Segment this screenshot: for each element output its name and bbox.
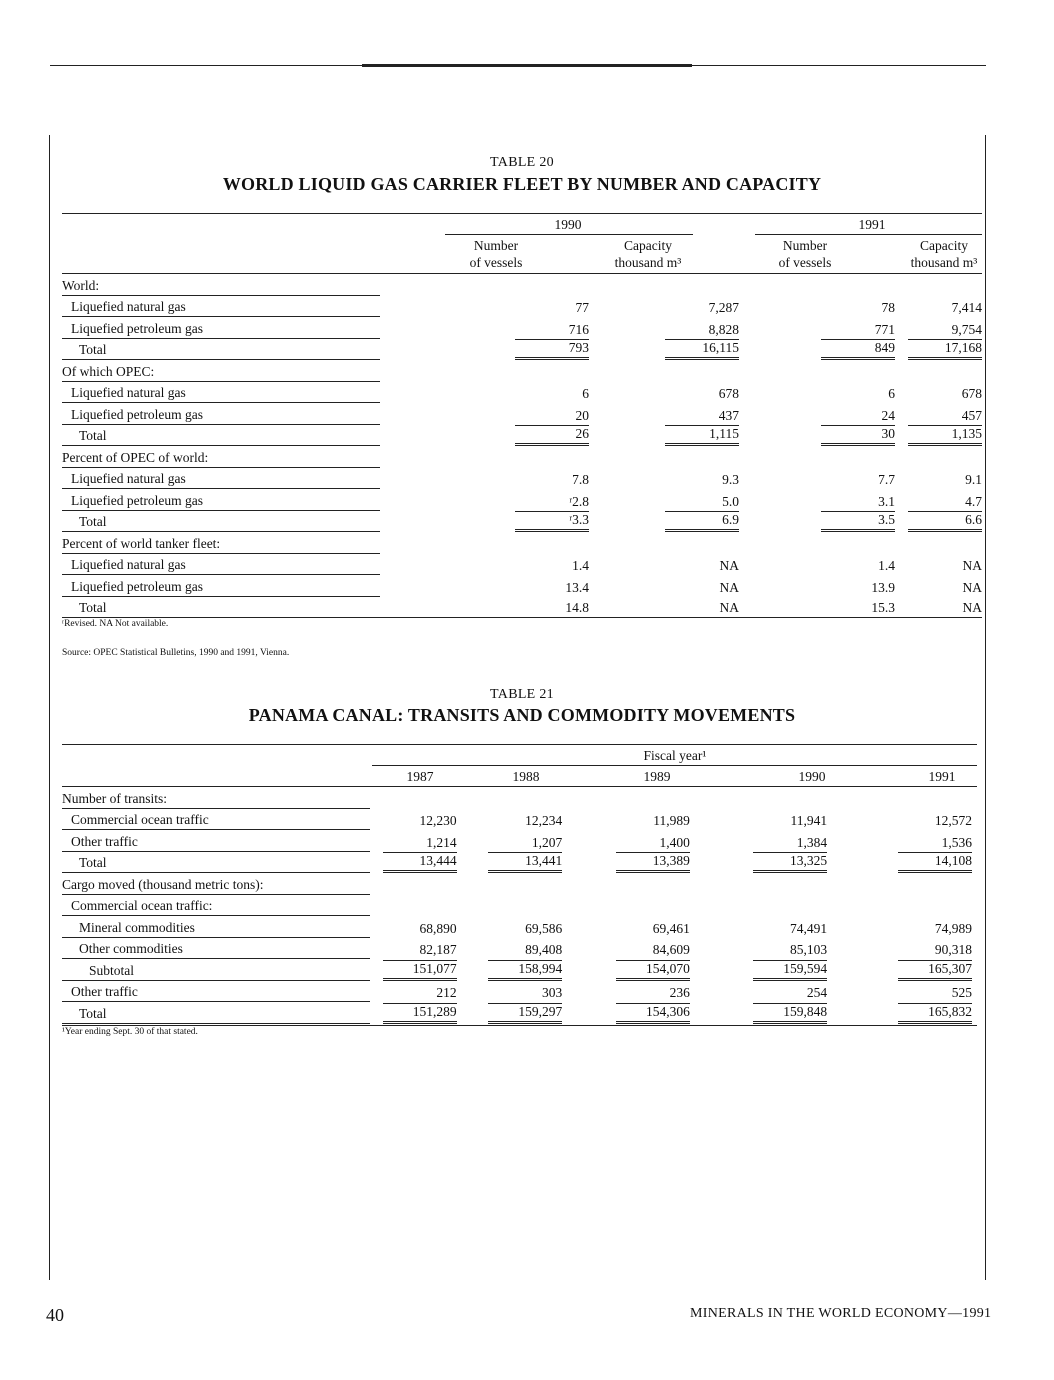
table-cell: 254 bbox=[806, 985, 828, 1000]
table-cell: 159,297 bbox=[488, 1003, 562, 1024]
page-number: 40 bbox=[46, 1305, 64, 1325]
row-label: Other traffic bbox=[62, 984, 370, 1002]
table21-year-1988: 1988 bbox=[512, 769, 540, 784]
table-row bbox=[62, 809, 972, 831]
table-cell: 13,389 bbox=[616, 852, 690, 873]
table-cell: 13.4 bbox=[565, 579, 589, 595]
row-label: Liquefied natural gas bbox=[62, 557, 380, 575]
table-cell: 771 bbox=[874, 321, 895, 337]
table-row bbox=[62, 938, 972, 960]
table-cell: 89,408 bbox=[525, 942, 563, 957]
table-row bbox=[62, 425, 982, 447]
table-cell: 12,572 bbox=[934, 813, 972, 828]
table-row bbox=[62, 317, 982, 339]
table-row bbox=[62, 489, 982, 511]
table-cell: 236 bbox=[669, 985, 690, 1000]
table20-number: TABLE 20 bbox=[490, 155, 554, 170]
table-row bbox=[62, 1002, 972, 1024]
table-row bbox=[62, 959, 972, 981]
table20-top-rule bbox=[62, 213, 982, 214]
row-label: Liquefied petroleum gas bbox=[62, 321, 380, 339]
row-label: Total bbox=[62, 600, 380, 618]
table-cell: ʳ3.3 bbox=[515, 511, 589, 532]
table-row bbox=[62, 468, 982, 490]
table20-col-number-1990: Number of vessels bbox=[469, 238, 523, 270]
table-cell: 78 bbox=[881, 300, 895, 315]
table-cell: 82,187 bbox=[419, 942, 457, 957]
table-cell: 90,318 bbox=[934, 942, 972, 957]
table-cell: 7,287 bbox=[708, 300, 739, 315]
table-cell: 85,103 bbox=[789, 942, 828, 957]
table-cell: 716 bbox=[568, 321, 589, 337]
table21-group-header: Fiscal year¹ bbox=[643, 748, 707, 763]
table-row bbox=[62, 787, 972, 809]
table-cell: 26 bbox=[515, 425, 589, 446]
table20-col-number-1991: Number of vessels bbox=[778, 238, 832, 270]
table20-col-capacity-1990: Capacity thousand m³ bbox=[614, 238, 682, 270]
table-row bbox=[62, 403, 982, 425]
table20-year-1991-rule bbox=[755, 234, 982, 235]
table-cell: 6.9 bbox=[665, 511, 739, 532]
table20-footnote: ʳRevised. NA Not available. bbox=[62, 619, 169, 629]
row-label: Total bbox=[62, 342, 380, 360]
table-cell: ʳ2.8 bbox=[569, 493, 589, 509]
table-cell: 14.8 bbox=[515, 600, 589, 618]
row-label: Liquefied natural gas bbox=[62, 471, 380, 489]
table-cell: 1,135 bbox=[908, 425, 982, 446]
table-cell: 74,989 bbox=[934, 920, 972, 936]
row-label: Liquefied petroleum gas bbox=[62, 407, 380, 425]
table-row bbox=[62, 597, 982, 619]
table-cell: 154,070 bbox=[616, 960, 690, 981]
table20-title: WORLD LIQUID GAS CARRIER FLEET BY NUMBER AND CAPACITY bbox=[222, 174, 822, 194]
table-cell: 20 bbox=[575, 407, 589, 423]
row-label: Liquefied natural gas bbox=[62, 299, 380, 317]
row-label: Subtotal bbox=[62, 963, 370, 981]
row-label: Of which OPEC: bbox=[62, 364, 380, 382]
row-label: World: bbox=[62, 278, 380, 296]
row-label: Liquefied natural gas bbox=[62, 385, 380, 403]
table-row bbox=[62, 360, 982, 382]
table-row bbox=[62, 830, 972, 852]
table-cell: 1,214 bbox=[426, 834, 457, 850]
table-cell: 6 bbox=[582, 386, 589, 401]
table-row bbox=[62, 532, 982, 554]
row-label: Percent of world tanker fleet: bbox=[62, 536, 380, 554]
table-row bbox=[62, 511, 982, 533]
table-cell: 165,832 bbox=[898, 1003, 972, 1024]
row-label: Total bbox=[62, 428, 380, 446]
table-cell: 7.7 bbox=[878, 472, 895, 487]
table-cell: 11,989 bbox=[653, 813, 690, 828]
row-label: Commercial ocean traffic bbox=[62, 812, 370, 830]
table-cell: NA bbox=[719, 558, 739, 573]
table-cell: 793 bbox=[515, 339, 589, 360]
table-cell: 13.9 bbox=[871, 579, 895, 595]
table-row bbox=[62, 382, 982, 404]
table-row bbox=[62, 981, 972, 1003]
table-cell: 74,491 bbox=[789, 920, 828, 936]
table-cell: 159,594 bbox=[753, 960, 827, 981]
table-cell: 69,461 bbox=[652, 920, 690, 936]
table-cell: 151,289 bbox=[383, 1003, 457, 1024]
table-cell: 16,115 bbox=[665, 339, 739, 360]
table-cell: 457 bbox=[961, 407, 982, 423]
table21-body bbox=[62, 787, 972, 1024]
table-cell: 1,536 bbox=[941, 834, 972, 850]
top-rule-thick bbox=[362, 64, 692, 67]
table21-title: PANAMA CANAL: TRANSITS AND COMMODITY MOVEMENTS bbox=[248, 705, 796, 725]
table-cell: 11,941 bbox=[790, 813, 828, 828]
row-label: Other commodities bbox=[62, 941, 370, 959]
table21-year-1991: 1991 bbox=[928, 769, 956, 784]
table-cell: 678 bbox=[961, 386, 982, 401]
table-cell: 1,384 bbox=[796, 834, 828, 850]
table-cell: 8,828 bbox=[708, 321, 739, 337]
table-row bbox=[62, 339, 982, 361]
table-cell: 5.0 bbox=[722, 493, 739, 509]
table-cell: 7,414 bbox=[951, 300, 982, 315]
table-cell: 13,325 bbox=[753, 852, 827, 873]
table-cell: 165,307 bbox=[898, 960, 972, 981]
table-cell: 1.4 bbox=[878, 558, 895, 573]
table-cell: 13,441 bbox=[488, 852, 562, 873]
table20-year-1990: 1990 bbox=[554, 217, 582, 232]
table-cell: 849 bbox=[821, 339, 895, 360]
table-cell: 159,848 bbox=[753, 1003, 827, 1024]
table-cell: 69,586 bbox=[525, 920, 563, 936]
table20-year-1990-rule bbox=[445, 234, 693, 235]
table-cell: 678 bbox=[718, 386, 739, 401]
table-cell: 158,994 bbox=[488, 960, 562, 981]
table21-bottom-rule bbox=[62, 1025, 977, 1026]
table-cell: 6.6 bbox=[908, 511, 982, 532]
table-cell: 84,609 bbox=[652, 942, 690, 957]
table20-body bbox=[62, 274, 982, 618]
table-cell: 17,168 bbox=[908, 339, 982, 360]
row-label: Commercial ocean traffic: bbox=[62, 898, 370, 916]
table-cell: 437 bbox=[718, 407, 739, 423]
table-cell: NA bbox=[908, 600, 982, 618]
table-cell: NA bbox=[962, 579, 982, 595]
left-margin-rule bbox=[49, 135, 50, 1280]
running-title: MINERALS IN THE WORLD ECONOMY—1991 bbox=[690, 1306, 992, 1321]
row-label: Total bbox=[62, 514, 380, 532]
table-cell: NA bbox=[665, 600, 739, 618]
table20-col-capacity-1991: Capacity thousand m³ bbox=[910, 238, 978, 270]
table-row bbox=[62, 446, 982, 468]
table-cell: 1.4 bbox=[572, 558, 589, 573]
table-row bbox=[62, 274, 982, 296]
table-cell: 525 bbox=[951, 985, 972, 1000]
table-cell: 4.7 bbox=[965, 493, 982, 509]
table-cell: 24 bbox=[881, 407, 895, 423]
table-cell: 77 bbox=[575, 300, 589, 315]
table-cell: 12,234 bbox=[525, 813, 563, 828]
table-cell: 30 bbox=[821, 425, 895, 446]
table-row bbox=[62, 873, 972, 895]
table-cell: 6 bbox=[888, 386, 895, 401]
table-cell: 15.3 bbox=[821, 600, 895, 618]
table21-top-rule bbox=[62, 744, 977, 745]
table-cell: 303 bbox=[542, 985, 563, 1000]
table20-source: Source: OPEC Statistical Bulletins, 1990 and 1991, Vienna. bbox=[62, 648, 290, 658]
table-row bbox=[62, 916, 972, 938]
table20-year-1991: 1991 bbox=[858, 217, 886, 232]
row-label: Total bbox=[62, 1006, 370, 1024]
table-cell: 9.3 bbox=[722, 472, 739, 487]
table21-year-1989: 1989 bbox=[643, 769, 671, 784]
table-cell: NA bbox=[719, 579, 739, 595]
table-cell: 212 bbox=[436, 985, 457, 1000]
table-cell: 3.5 bbox=[821, 511, 895, 532]
row-label: Percent of OPEC of world: bbox=[62, 450, 380, 468]
row-label: Other traffic bbox=[62, 834, 370, 852]
table-cell: 13,444 bbox=[383, 852, 457, 873]
table-cell: 151,077 bbox=[383, 960, 457, 981]
table-cell: 1,400 bbox=[659, 834, 690, 850]
table-cell: 14,108 bbox=[898, 852, 972, 873]
row-label: Cargo moved (thousand metric tons): bbox=[62, 877, 370, 895]
table-cell: NA bbox=[962, 558, 982, 573]
table-cell: 1,207 bbox=[531, 834, 563, 850]
row-label: Mineral commodities bbox=[62, 920, 370, 938]
table-row bbox=[62, 554, 982, 576]
table-row bbox=[62, 296, 982, 318]
row-label: Number of transits: bbox=[62, 791, 370, 809]
table21-year-1990: 1990 bbox=[798, 769, 826, 784]
table21-group-rule bbox=[372, 765, 977, 766]
table20-bottom-rule bbox=[62, 617, 982, 618]
row-label: Liquefied petroleum gas bbox=[62, 493, 380, 511]
table-cell: 3.1 bbox=[878, 493, 895, 509]
table-cell: 154,306 bbox=[616, 1003, 690, 1024]
table-row bbox=[62, 895, 972, 917]
row-label: Liquefied petroleum gas bbox=[62, 579, 380, 597]
table-cell: 7.8 bbox=[572, 472, 589, 487]
table-row bbox=[62, 575, 982, 597]
table-cell: 1,115 bbox=[665, 425, 739, 446]
table-cell: 9,754 bbox=[951, 321, 982, 337]
table21-footnote: ¹Year ending Sept. 30 of that stated. bbox=[62, 1027, 198, 1037]
table-cell: 12,230 bbox=[419, 813, 457, 828]
table21-number: TABLE 21 bbox=[490, 687, 554, 702]
right-margin-rule bbox=[985, 135, 986, 1280]
row-label: Total bbox=[62, 855, 370, 873]
table-cell: 68,890 bbox=[419, 920, 457, 936]
table-cell: 9.1 bbox=[965, 472, 982, 487]
table-row bbox=[62, 852, 972, 874]
table21-year-1987: 1987 bbox=[406, 769, 434, 784]
